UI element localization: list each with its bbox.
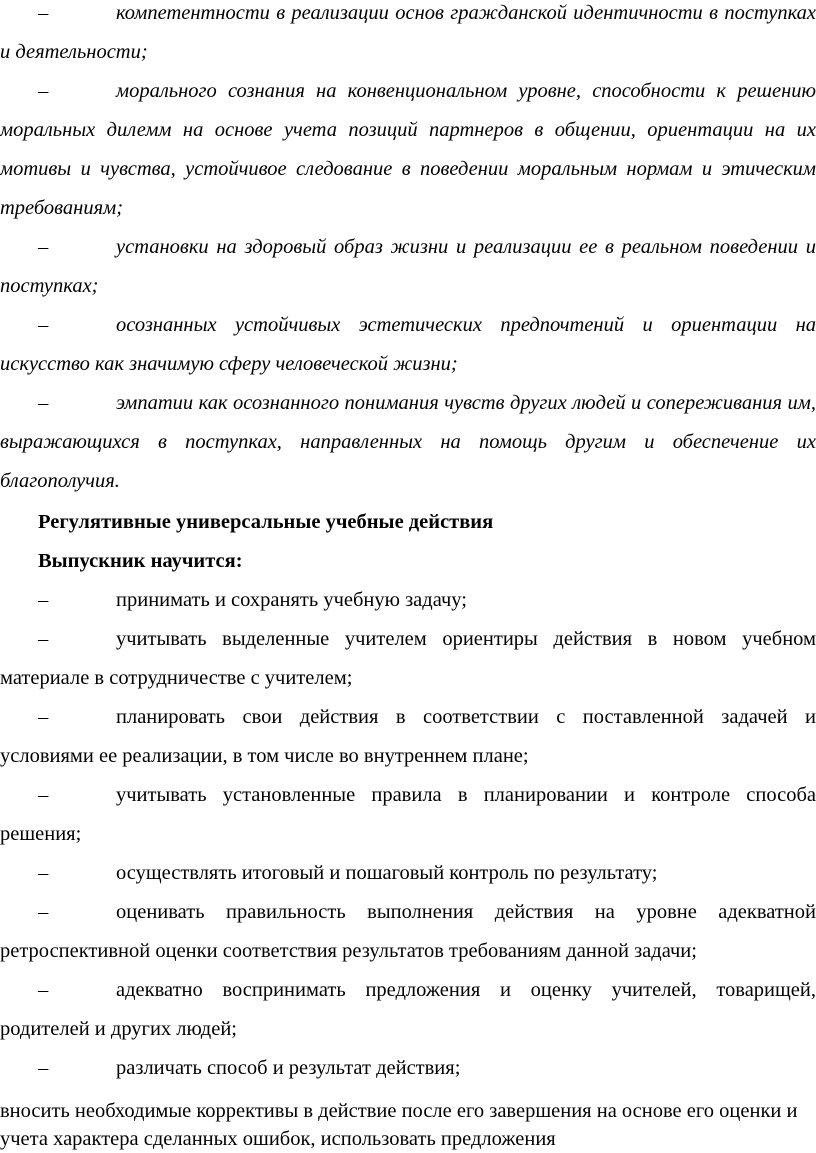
final-paragraph: вносить необходимые коррективы в действие после его завершения на основе его оценки и учета характера сделанных ошибок, использовать предложения	[0, 1100, 798, 1150]
regulative-section	[0, 503, 816, 1088]
list-item	[0, 620, 816, 698]
bullet-dash: –	[38, 628, 49, 650]
list-item	[0, 1049, 816, 1088]
list-item-text: установки на здоровый образ жизни и реализации ее в реальном поведении и поступках;	[0, 236, 816, 297]
list-item	[0, 698, 816, 776]
bullet-dash: –	[38, 706, 49, 728]
list-item-text: компетентности в реализации основ гражданской идентичности в поступках и деятельности;	[0, 2, 816, 63]
bullet-dash: –	[38, 901, 49, 923]
list-item	[0, 228, 816, 306]
list-item	[0, 0, 816, 72]
bullet-dash: –	[38, 862, 49, 884]
list-item	[0, 971, 816, 1049]
list-item-text: осуществлять итоговый и пошаговый контроль по результату;	[116, 862, 658, 884]
list-item-text: планировать свои действия в соответствии с поставленной задачей и условиями ее реализации, в том числе во внутреннем плане;	[0, 706, 816, 767]
list-item-text: оценивать правильность выполнения действия на уровне адекватной ретроспективной оценки соответствия результатов требованиям данной задачи;	[0, 901, 816, 962]
section-subtitle: Выпускник научится:	[38, 550, 243, 572]
bullet-dash: –	[38, 784, 49, 806]
list-item	[0, 384, 816, 501]
bullet-dash: –	[38, 314, 49, 336]
list-item-text: морального сознания на конвенциональном уровне, способности к решению моральных дилемм на основе учета позиций партнеров в общении, ориентации на их мотивы и чувства, устойчивое следование в поведении моральным нормам и этическим требованиям;	[0, 80, 816, 219]
bullet-dash: –	[38, 392, 49, 414]
list-item-text: учитывать выделенные учителем ориентиры действия в новом учебном материале в сотрудничестве с учителем;	[0, 628, 816, 689]
list-item-text: эмпатии как осознанного понимания чувств других людей и сопереживания им, выражающихся в поступках, направленных на помощь другим и обеспечение их благополучия.	[0, 392, 816, 492]
list-item	[0, 776, 816, 854]
list-item	[0, 581, 816, 620]
list-item-text: осознанных устойчивых эстетических предпочтений и ориентации на искусство как значимую сферу человеческой жизни;	[0, 314, 816, 375]
personal-list	[0, 0, 816, 501]
list-item	[0, 854, 816, 893]
list-item-text: учитывать установленные правила в планировании и контроле способа решения;	[0, 784, 816, 845]
bullet-dash: –	[38, 236, 49, 258]
bullet-dash: –	[38, 1057, 49, 1079]
bullet-dash: –	[38, 2, 49, 24]
bullet-dash: –	[38, 80, 49, 102]
list-item-text: адекватно воспринимать предложения и оценку учителей, товарищей, родителей и других людей;	[0, 979, 816, 1040]
bullet-dash: –	[38, 979, 49, 1001]
list-item-text: принимать и сохранять учебную задачу;	[116, 589, 467, 611]
list-item	[0, 72, 816, 228]
bullet-dash: –	[38, 589, 49, 611]
section-title: Регулятивные универсальные учебные действия	[38, 511, 494, 533]
list-item	[0, 306, 816, 384]
list-item-text: различать способ и результат действия;	[116, 1057, 461, 1079]
list-item	[0, 893, 816, 971]
